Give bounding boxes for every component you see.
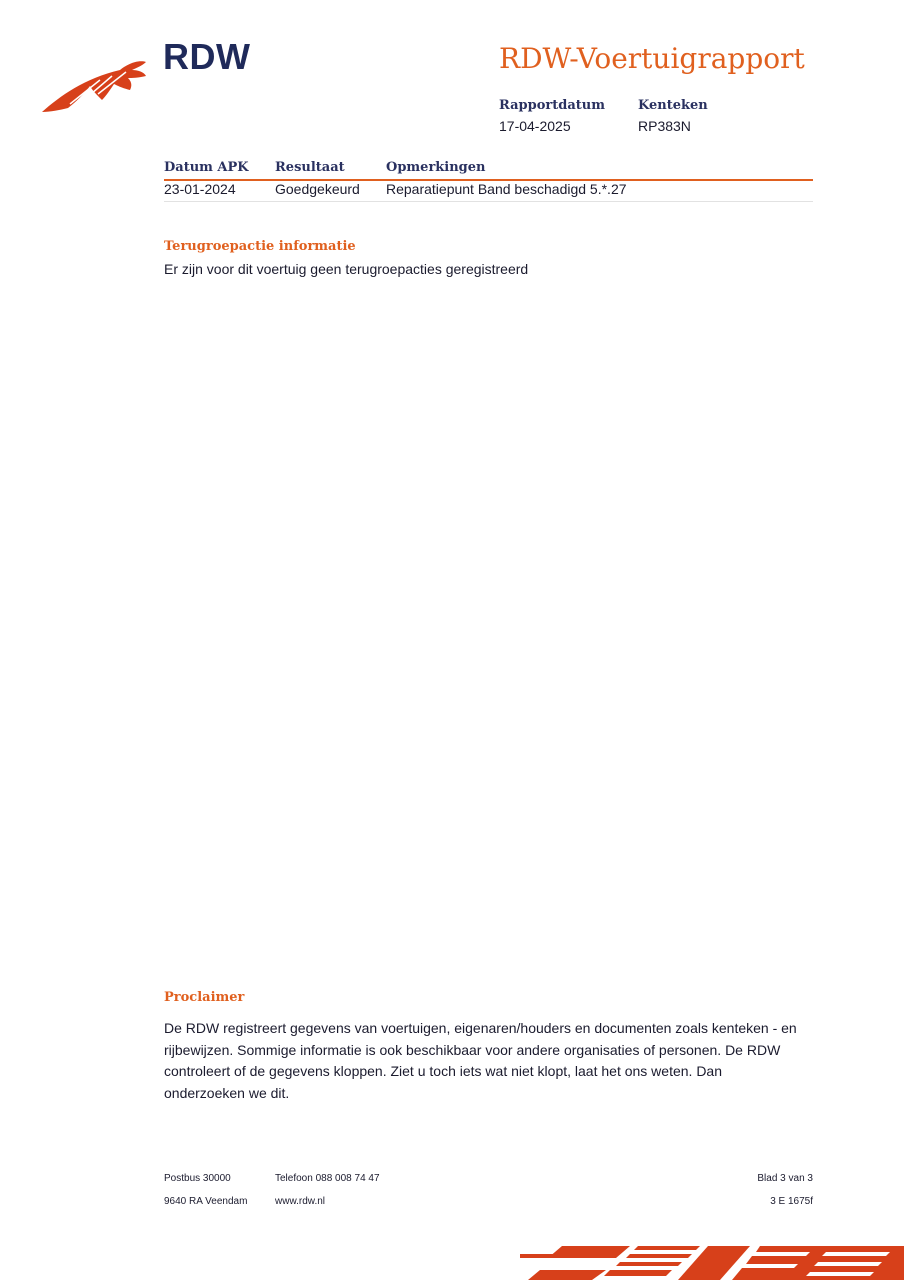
report-date-label: Rapportdatum: [499, 98, 605, 113]
table-cell-resultaat: Goedgekeurd: [275, 181, 360, 197]
plate-label: Kenteken: [638, 98, 708, 113]
column-header-opmerkingen: Opmerkingen: [386, 160, 486, 175]
recall-text: Er zijn voor dit voertuig geen terugroepacties geregistreerd: [164, 261, 529, 277]
proclaimer-title: Proclaimer: [164, 990, 245, 1005]
column-header-datum-apk: Datum APK: [164, 160, 249, 175]
recall-section-title: Terugroepactie informatie: [164, 239, 356, 254]
rdw-logo-wing-icon: [40, 56, 150, 116]
column-header-resultaat: Resultaat: [275, 160, 345, 175]
report-date-value: 17-04-2025: [499, 118, 571, 134]
footer-website[interactable]: www.rdw.nl: [275, 1196, 326, 1207]
footer-city: 9640 RA Veendam: [164, 1196, 248, 1207]
plate-value: RP383N: [638, 118, 691, 134]
footer-document-code: 3 E 1675f: [770, 1196, 813, 1207]
table-cell-opmerkingen: Reparatiepunt Band beschadigd 5.*.27: [386, 181, 627, 197]
decorative-stripes-icon: [520, 1244, 904, 1280]
footer-page-number: Blad 3 van 3: [757, 1173, 813, 1184]
report-title: RDW-Voertuigrapport: [499, 42, 805, 75]
logo-text: RDW: [163, 36, 251, 77]
proclaimer-text: De RDW registreert gegevens van voertuigen, eigenaren/houders en documenten zoals kenteken - en rijbewijzen. Sommige informatie is ook beschikbaar voor andere organisaties of personen. De RDW controleert of de gegevens kloppen. Ziet u toch iets wat niet klopt, laat het ons weten. Dan onderzoeken we dit.: [164, 1020, 797, 1101]
table-row-rule: [164, 201, 813, 202]
footer-phone: Telefoon 088 008 74 47: [275, 1173, 380, 1184]
footer-postbus: Postbus 30000: [164, 1173, 231, 1184]
table-cell-datum-apk: 23-01-2024: [164, 181, 236, 197]
